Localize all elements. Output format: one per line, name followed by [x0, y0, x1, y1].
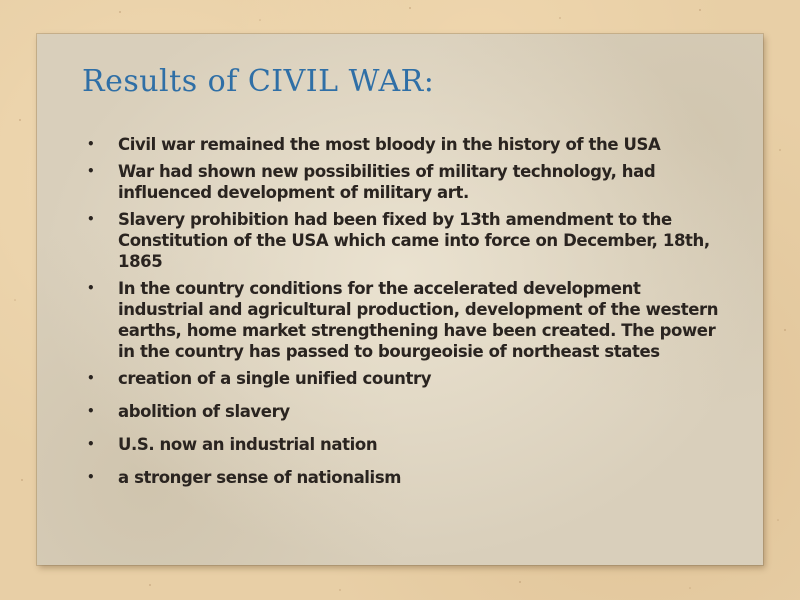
bullet-text: In the country conditions for the accelerated development industrial and agricultural production, development of the western earths, home market strengthening have been created. The power in the country has passed to bourgeoisie of northeast states — [118, 279, 719, 361]
bullet-text: Slavery prohibition had been fixed by 13th amendment to the Constitution of the USA which came into force on December, 18th, 1865 — [118, 210, 710, 271]
bullet-list — [87, 134, 727, 500]
bullet-icon: • — [87, 281, 95, 295]
bullet-item — [87, 467, 727, 488]
bullet-item — [87, 278, 727, 362]
bullet-item — [87, 209, 727, 272]
slide-card — [37, 34, 763, 565]
bullet-text: War had shown new possibilities of military technology, had influenced development of military art. — [118, 162, 656, 202]
bullet-icon: • — [87, 404, 95, 418]
bullet-icon: • — [87, 470, 95, 484]
bullet-item — [87, 434, 727, 455]
bullet-item — [87, 134, 727, 155]
bullet-item — [87, 161, 727, 203]
bullet-icon: • — [87, 137, 95, 151]
bullet-item — [87, 401, 727, 422]
bullet-text: abolition of slavery — [118, 402, 290, 421]
bullet-icon: • — [87, 371, 95, 385]
bullet-text: U.S. now an industrial nation — [118, 435, 378, 454]
bullet-icon: • — [87, 164, 95, 178]
bullet-icon: • — [87, 212, 95, 226]
bullet-text: creation of a single unified country — [118, 369, 432, 388]
bullet-text: Civil war remained the most bloody in the history of the USA — [118, 135, 661, 154]
bullet-item — [87, 368, 727, 389]
slide-title: Results of CIVIL WAR: — [82, 64, 435, 99]
bullet-text: a stronger sense of nationalism — [118, 468, 402, 487]
bullet-icon: • — [87, 437, 95, 451]
